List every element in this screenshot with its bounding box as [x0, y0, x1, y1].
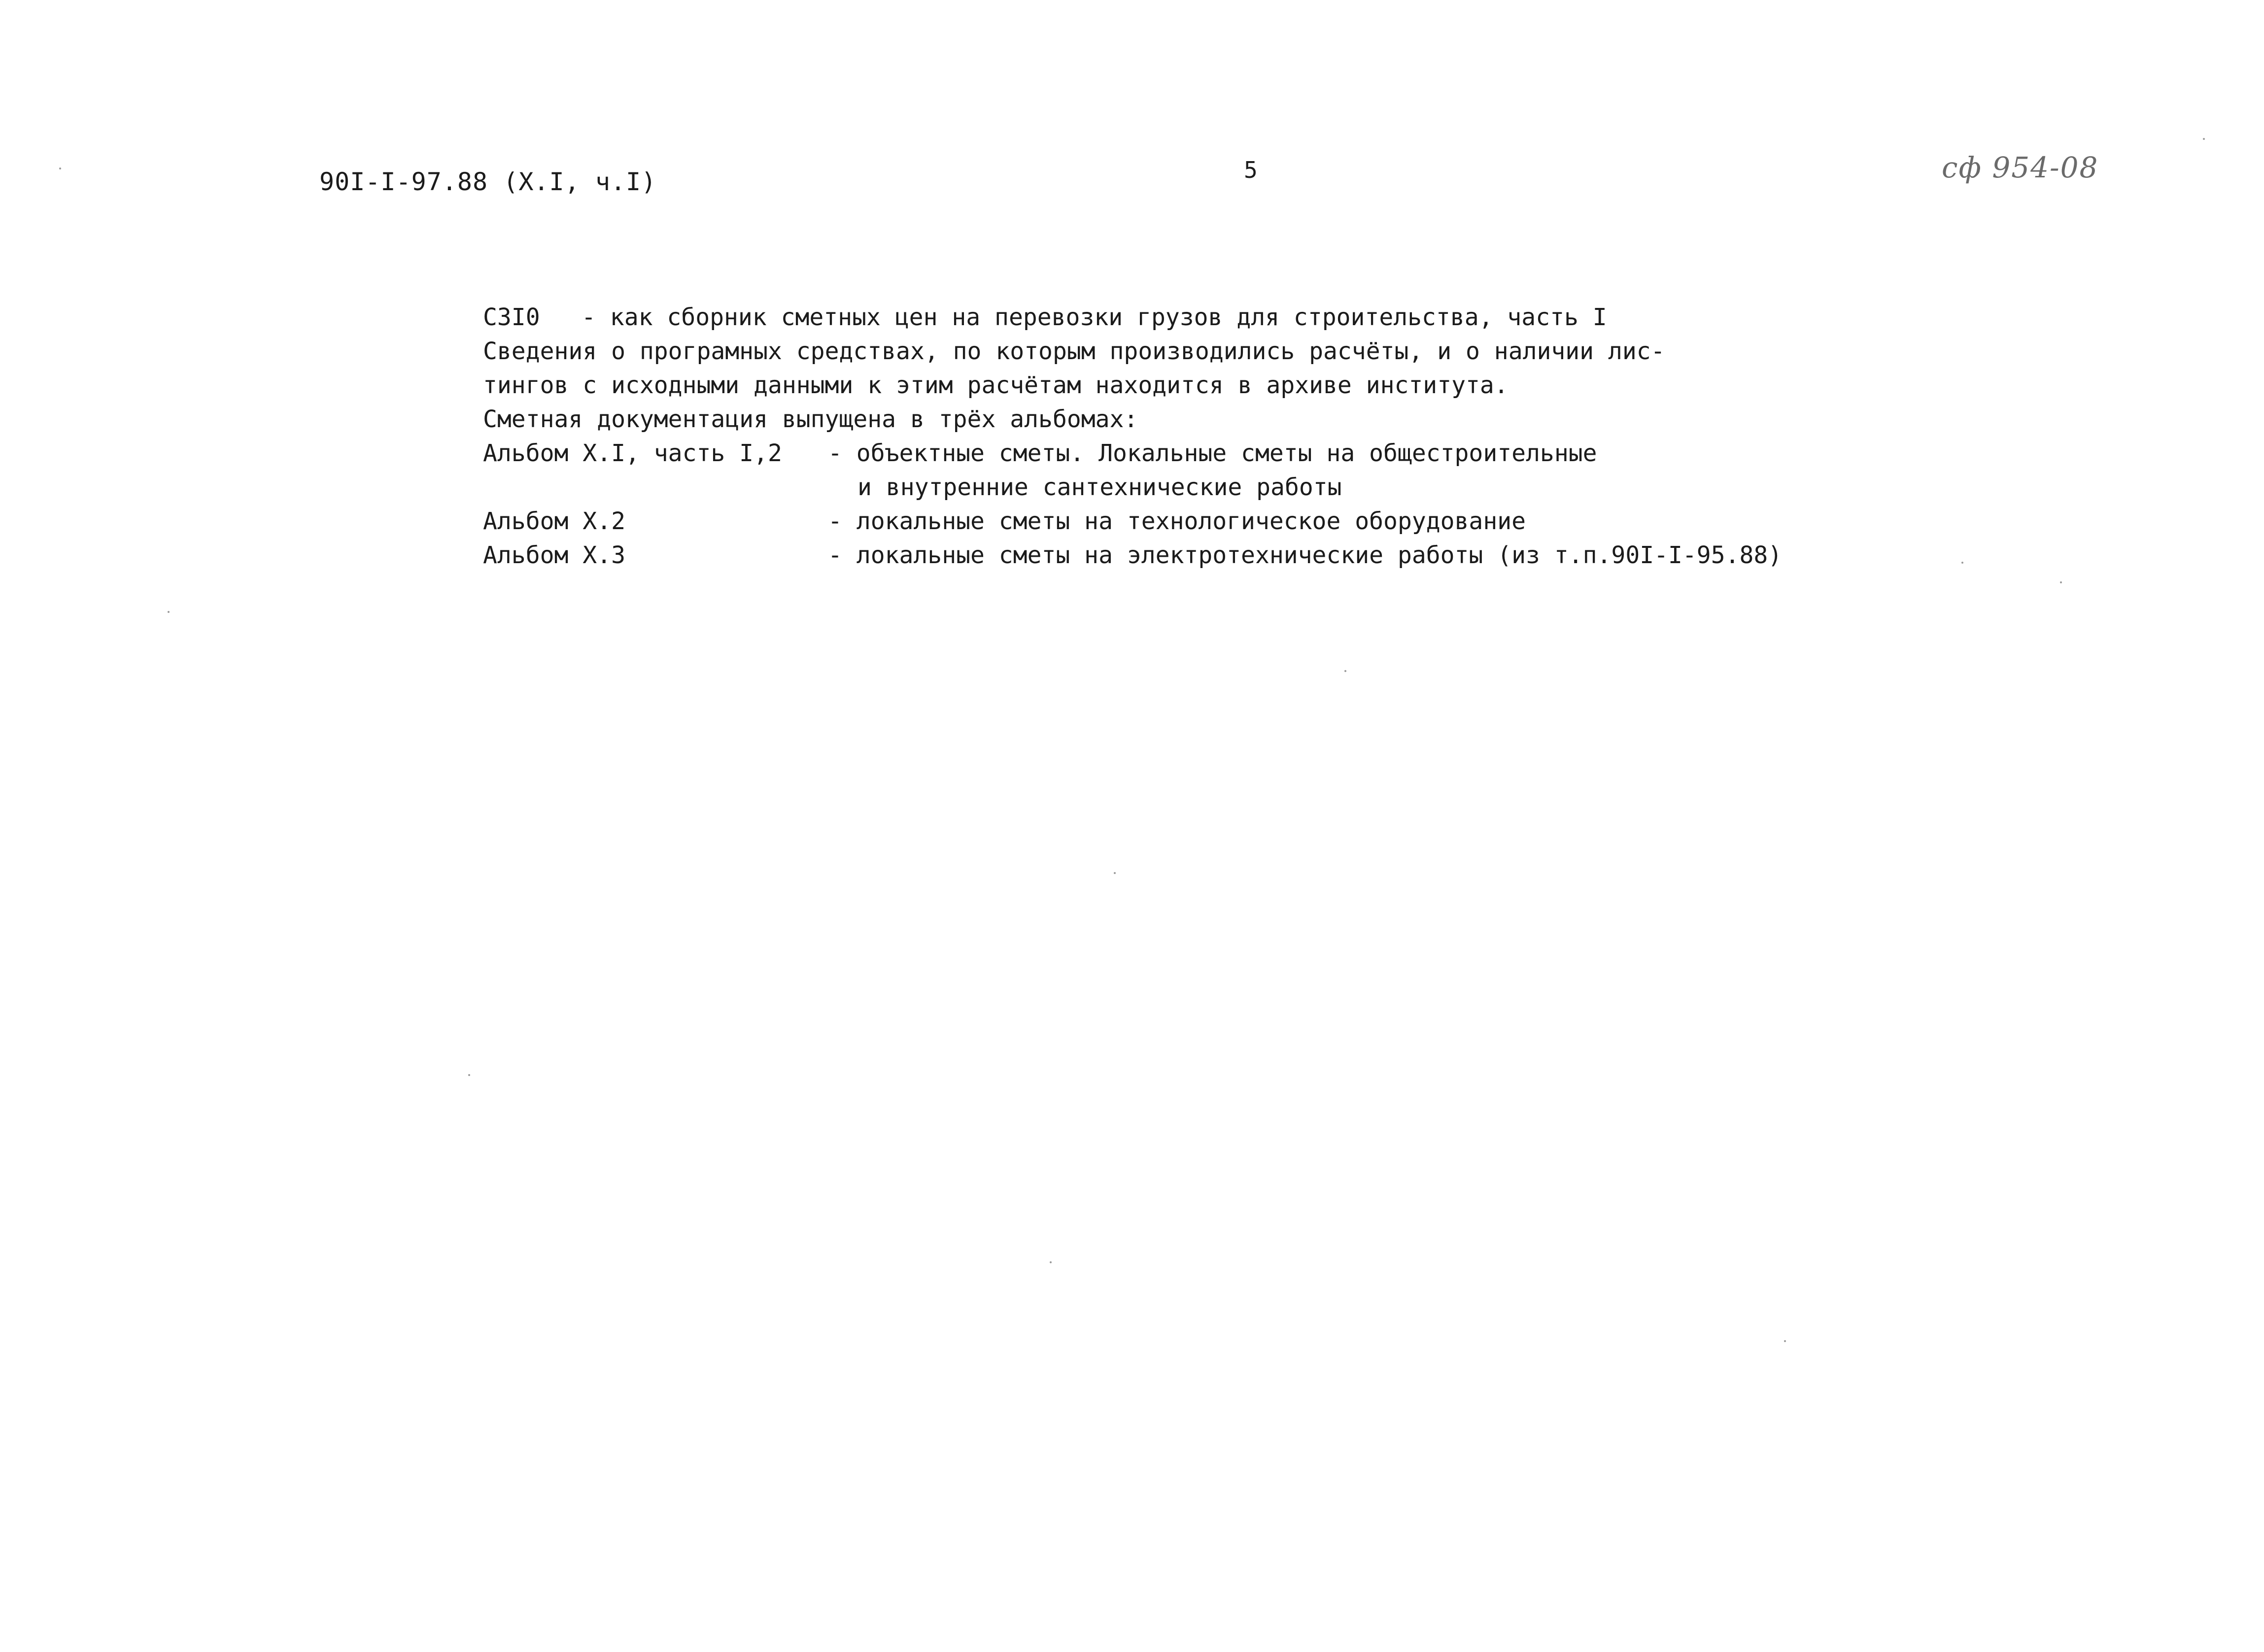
scan-speck [1784, 1340, 1786, 1342]
body-line-4: Сметная документация выпущена в трёх альбомах: [483, 405, 1138, 433]
scan-speck [168, 611, 170, 613]
body-line-1 [483, 301, 1782, 335]
scan-speck [1961, 562, 1963, 564]
scan-speck [2203, 138, 2205, 140]
page-number: 5 [1244, 157, 1258, 183]
album-row [483, 505, 1782, 539]
collection-description: - как сборник сметных цен на перевозки грузов для строительства, часть I [582, 303, 1607, 331]
collection-code: С3I0 [483, 303, 540, 331]
album-row [483, 437, 1782, 471]
album-name: Альбом X.3 [483, 541, 625, 569]
scan-speck [59, 168, 61, 169]
body-line-3: тингов с исходными данными к этим расчётам находится в архиве института. [483, 371, 1509, 399]
album-name: Альбом X.2 [483, 507, 625, 535]
album-name: Альбом X.I, часть I,2 [483, 439, 782, 467]
album-description: - локальные сметы на электротехнические работы (из т.п.90I-I-95.88) [828, 541, 1783, 569]
album-row [483, 539, 1782, 573]
album-description-continued: и внутренние сантехнические работы [858, 473, 1342, 501]
album-description: - локальные сметы на технологическое оборудование [828, 507, 1526, 535]
scan-speck [2060, 581, 2062, 583]
scan-speck [1114, 872, 1116, 874]
document-code: 90I-I-97.88 (X.I, ч.I) [319, 168, 657, 196]
scan-speck [468, 1074, 470, 1076]
body-line-2: Сведения о програмных средствах, по которым производились расчёты, и о наличии лис- [483, 337, 1665, 365]
album-description: - объектные сметы. Локальные сметы на общестроительные [828, 439, 1597, 467]
scan-speck [1344, 670, 1346, 672]
scan-speck [1050, 1261, 1052, 1263]
document-body [483, 301, 1782, 573]
archive-mark: сф 954-08 [1942, 151, 2099, 184]
